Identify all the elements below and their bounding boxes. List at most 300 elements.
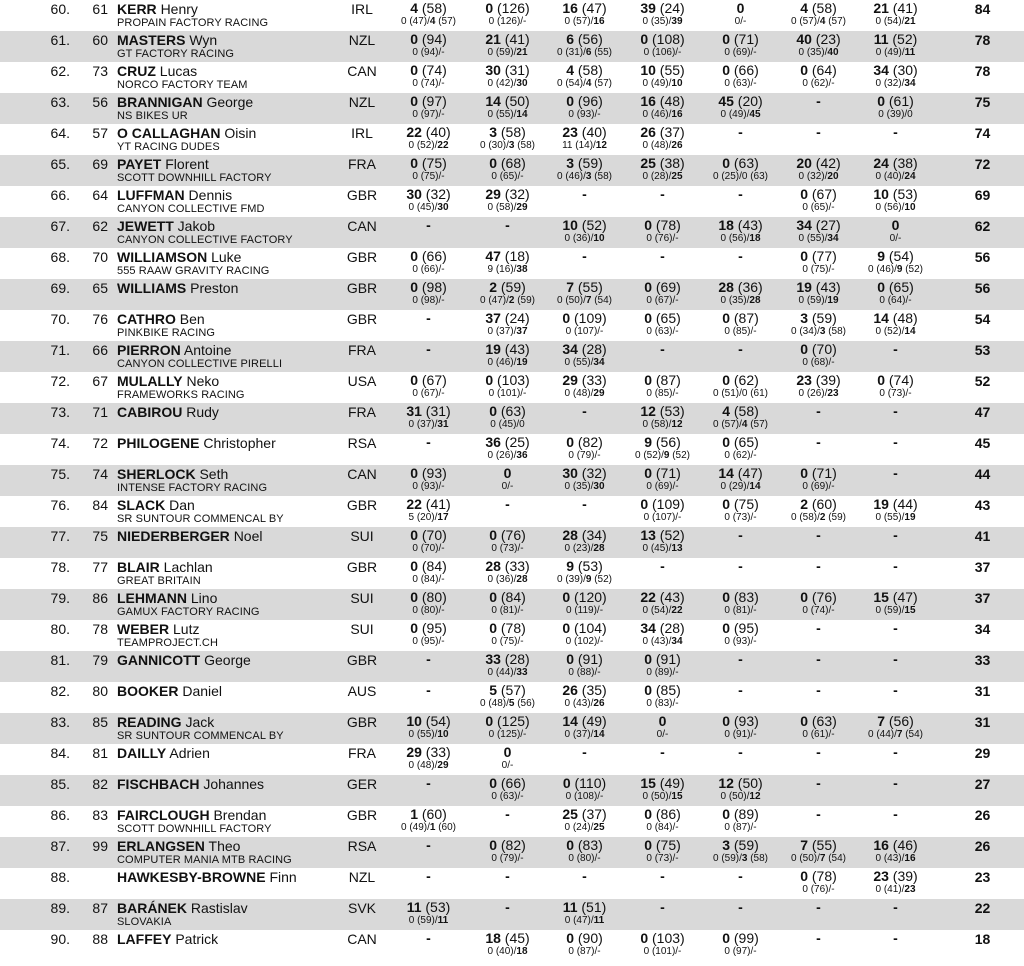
rank: 88.	[50, 869, 70, 885]
race-result	[620, 248, 705, 264]
race-points	[698, 372, 783, 388]
race-points-value: 0	[800, 589, 808, 605]
race-split	[853, 512, 938, 524]
race-points-value: 14	[562, 713, 578, 729]
race-result	[386, 186, 471, 214]
rider-last-name: GANNICOTT	[117, 652, 201, 668]
race-split	[620, 543, 705, 555]
race-points-value: -	[582, 403, 587, 419]
race-points	[853, 651, 938, 667]
race-points	[776, 155, 861, 171]
race-position: (65)	[733, 434, 759, 450]
race-result	[465, 558, 550, 586]
race-result	[465, 124, 550, 152]
rank: 90.	[50, 931, 70, 947]
race-points	[465, 155, 550, 171]
final-points: 16	[671, 109, 683, 120]
rank: 67.	[50, 218, 70, 234]
race-position: (41)	[504, 31, 530, 47]
race-split	[542, 295, 627, 307]
table-row	[0, 217, 1024, 248]
table-row	[0, 930, 1024, 961]
race-split	[620, 636, 705, 648]
race-split	[698, 326, 783, 338]
race-split	[542, 357, 627, 369]
race-result	[465, 775, 550, 803]
race-points-value: -	[893, 775, 898, 791]
race-points	[698, 620, 783, 636]
race-result	[386, 558, 471, 586]
final-position: (58)	[828, 326, 847, 337]
semi-position: (28)/	[650, 171, 672, 182]
semi-points: 0	[646, 667, 652, 678]
semi-position: (70)/-	[420, 543, 445, 554]
race-points-value: -	[582, 496, 587, 512]
semi-points: 0	[790, 512, 797, 523]
race-points-value: 34	[640, 620, 656, 636]
race-position: (110)	[574, 775, 607, 791]
rider-first-name: Daniel	[182, 683, 223, 699]
race-position: (53)	[892, 186, 918, 202]
final-position: (56)	[517, 698, 536, 709]
race-result	[853, 651, 938, 667]
race-split	[853, 853, 938, 865]
race-points	[542, 310, 627, 326]
race-points-value: 0	[410, 465, 418, 481]
semi-position: (69)/-	[810, 481, 835, 492]
semi-points: 0/-	[501, 481, 514, 492]
race-points	[386, 62, 471, 78]
race-points	[465, 620, 550, 636]
race-result	[542, 0, 627, 28]
race-points	[542, 341, 627, 357]
race-points-value: 22	[406, 496, 422, 512]
race-result	[465, 279, 550, 307]
race-points-value: -	[660, 341, 665, 357]
final-points: 34	[904, 78, 916, 89]
race-position: (70)	[811, 341, 837, 357]
race-points	[386, 837, 471, 853]
race-position: (120)	[574, 589, 607, 605]
race-points-value: 0	[410, 527, 418, 543]
race-points	[776, 124, 861, 140]
race-result	[776, 465, 861, 493]
rider-name	[117, 869, 297, 885]
race-points	[698, 62, 783, 78]
final-position: (59)	[828, 512, 847, 523]
rider-first-name: Johannes	[203, 776, 265, 792]
race-result	[386, 682, 471, 698]
semi-position: (88)/-	[576, 667, 601, 678]
race-split	[386, 109, 471, 121]
race-points	[465, 124, 550, 140]
race-split	[853, 264, 938, 276]
race-split	[542, 233, 627, 245]
bib-number: 56	[92, 94, 108, 110]
race-points	[698, 496, 783, 512]
race-points	[386, 186, 471, 202]
race-points-value: 1	[410, 806, 418, 822]
semi-points: 0	[642, 605, 649, 616]
nationality: FRA	[348, 404, 376, 420]
semi-position: (31)/	[565, 47, 586, 58]
race-position: (56)	[655, 434, 681, 450]
rider-last-name: WILLIAMS	[117, 280, 187, 296]
race-position: (54)	[888, 248, 914, 264]
race-points-value: 0	[722, 155, 730, 171]
semi-points: 0	[412, 109, 418, 120]
race-result	[620, 124, 705, 152]
race-split	[542, 171, 627, 183]
rank: 83.	[50, 714, 70, 730]
race-points	[776, 310, 861, 326]
race-position: (95)	[421, 620, 447, 636]
rank: 63.	[50, 94, 70, 110]
race-result	[386, 744, 471, 772]
race-result	[620, 620, 705, 648]
race-position: (90)	[577, 930, 603, 946]
race-points	[465, 217, 550, 233]
rank: 71.	[50, 342, 70, 358]
race-position: (76)	[811, 589, 837, 605]
semi-position: (67)/-	[654, 295, 679, 306]
race-position: (63)	[500, 403, 526, 419]
race-points-value: 11	[406, 899, 422, 915]
race-points-value: -	[660, 868, 665, 884]
semi-points: 0	[642, 543, 649, 554]
rider-last-name: WEBER	[117, 621, 170, 637]
race-position: (61)	[888, 93, 914, 109]
race-split	[620, 16, 705, 28]
race-split	[542, 16, 627, 28]
bib-number: 99	[92, 838, 108, 854]
final-points: 16	[593, 16, 605, 27]
final-points: 1	[429, 822, 436, 833]
race-position: (75)	[733, 496, 759, 512]
semi-points: 0	[720, 109, 727, 120]
race-result	[620, 155, 705, 183]
race-points-value: 0	[503, 465, 512, 481]
semi-position: (56)/	[728, 233, 750, 244]
race-result	[620, 310, 705, 338]
race-result	[620, 465, 705, 493]
race-result	[386, 620, 471, 648]
race-result	[698, 496, 783, 524]
race-points-value: -	[816, 124, 821, 140]
table-row	[0, 434, 1024, 465]
race-points-value: 0	[489, 527, 497, 543]
race-position: (67)	[421, 372, 447, 388]
race-result	[853, 279, 938, 307]
race-result	[853, 310, 938, 338]
race-points	[465, 837, 550, 853]
race-points-value: 37	[485, 310, 501, 326]
semi-points: 0	[568, 946, 574, 957]
race-points-value: 34	[873, 62, 889, 78]
semi-position: (48)/	[416, 760, 438, 771]
semi-points: 0	[646, 233, 652, 244]
total-points: 29	[974, 745, 991, 761]
rider-first-name: Antoine	[183, 342, 232, 358]
race-points	[542, 651, 627, 667]
race-points-value: 0	[489, 775, 497, 791]
race-position: (74)	[888, 372, 914, 388]
race-points	[698, 248, 783, 264]
race-result	[465, 651, 550, 679]
race-result	[776, 899, 861, 915]
race-points-value: 0	[489, 403, 497, 419]
race-split	[698, 636, 783, 648]
final-points: 14	[904, 326, 916, 337]
race-split	[698, 481, 783, 493]
race-result	[853, 93, 938, 121]
race-position: (84)	[500, 589, 526, 605]
race-position: (95)	[733, 620, 759, 636]
semi-points: 0	[724, 822, 730, 833]
race-position: (39)	[815, 372, 841, 388]
race-points-value: 16	[640, 93, 656, 109]
semi-position: (32)/	[806, 171, 828, 182]
total-points: 26	[974, 807, 991, 823]
race-position: (32)	[504, 186, 530, 202]
race-result	[386, 651, 471, 667]
semi-points: 0	[412, 574, 418, 585]
race-points	[386, 434, 471, 450]
race-split	[465, 667, 550, 679]
rider-first-name: Florent	[165, 156, 209, 172]
race-points-value: 0	[410, 62, 418, 78]
semi-position: (35)/	[572, 481, 594, 492]
race-points	[620, 31, 705, 47]
rider-first-name: Lachlan	[163, 559, 213, 575]
semi-position: (37)/	[572, 729, 594, 740]
race-result	[776, 31, 861, 59]
race-position: (58)	[500, 124, 526, 140]
race-result	[620, 589, 705, 617]
race-split	[698, 109, 783, 121]
rider-last-name: MULALLY	[117, 373, 183, 389]
race-points	[620, 93, 705, 109]
race-points	[542, 124, 627, 140]
race-result	[698, 372, 783, 400]
total-points: 45	[974, 435, 991, 451]
race-points-value: -	[738, 186, 743, 202]
semi-points: 0	[646, 388, 652, 399]
rider-first-name: Lucas	[159, 63, 198, 79]
race-split	[698, 512, 783, 524]
rank: 74.	[50, 435, 70, 451]
total-points: 56	[974, 249, 991, 265]
final-points: 3	[585, 171, 592, 182]
race-position: (67)	[811, 186, 837, 202]
race-position: (82)	[577, 434, 603, 450]
bib-number: 57	[92, 125, 108, 141]
bib-number: 62	[92, 218, 108, 234]
race-split	[386, 47, 471, 59]
race-points	[853, 186, 938, 202]
semi-position: (25)/0	[721, 171, 748, 182]
total-points: 54	[974, 311, 991, 327]
final-points: 6	[585, 47, 592, 58]
race-position: (78)	[500, 620, 526, 636]
rider-name	[117, 94, 253, 110]
race-position: (38)	[892, 155, 918, 171]
race-result	[620, 372, 705, 400]
race-points-value: 19	[485, 341, 501, 357]
race-points-value: 0	[410, 558, 418, 574]
semi-position: (14)/	[575, 140, 596, 151]
bib-number: 78	[92, 621, 108, 637]
rider-first-name: George	[204, 652, 251, 668]
semi-points: 0	[646, 481, 652, 492]
bib-number: 71	[92, 404, 108, 420]
semi-position: (36)/	[495, 574, 517, 585]
nationality: CAN	[347, 218, 377, 234]
race-result	[542, 682, 627, 710]
race-result	[853, 0, 938, 28]
race-split	[465, 605, 550, 617]
race-result	[542, 620, 627, 648]
rank: 62.	[50, 63, 70, 79]
total-points: 78	[974, 63, 991, 79]
race-points-value: 10	[562, 217, 578, 233]
race-points	[386, 806, 471, 822]
race-result	[776, 837, 861, 865]
semi-points: 0	[642, 171, 649, 182]
final-points: 15	[671, 791, 683, 802]
rank: 87.	[50, 838, 70, 854]
race-result	[853, 155, 938, 183]
race-position: (71)	[811, 465, 837, 481]
nationality: SUI	[350, 590, 374, 606]
race-position: (31)	[504, 62, 530, 78]
total-points: 33	[974, 652, 991, 668]
race-result	[698, 31, 783, 59]
semi-position: (56)/	[883, 202, 905, 213]
race-result	[698, 868, 783, 884]
race-result	[853, 217, 938, 245]
race-points-value: -	[582, 248, 587, 264]
race-split	[386, 202, 471, 214]
race-points-value: 0	[562, 775, 571, 791]
race-result	[853, 589, 938, 617]
race-result	[776, 806, 861, 822]
semi-position: (59)/	[883, 605, 905, 616]
semi-points: 0	[879, 295, 885, 306]
semi-points: 0	[487, 78, 494, 89]
semi-position: (55)/	[572, 357, 594, 368]
race-result	[620, 217, 705, 245]
race-points-value: 23	[562, 124, 578, 140]
table-row	[0, 558, 1024, 589]
race-points	[620, 744, 705, 760]
race-points	[776, 434, 861, 450]
race-points	[465, 930, 550, 946]
final-position: (58)	[517, 140, 536, 151]
race-result	[542, 558, 627, 586]
race-result	[465, 93, 550, 121]
race-result	[386, 837, 471, 853]
race-position: (37)	[659, 124, 685, 140]
race-result	[776, 589, 861, 617]
semi-points: 0	[556, 295, 563, 306]
semi-position: (52)/	[883, 326, 905, 337]
final-points: 12	[595, 140, 607, 151]
bib-number: 79	[92, 652, 108, 668]
race-split	[776, 512, 861, 524]
final-points: 14	[516, 109, 528, 120]
race-result	[542, 186, 627, 202]
race-result	[698, 341, 783, 357]
race-points-value: 0	[877, 372, 885, 388]
race-points-value: -	[505, 868, 510, 884]
rider-first-name: Rastislav	[190, 900, 248, 916]
rider-last-name: PIERRON	[117, 342, 181, 358]
race-position: (49)	[581, 713, 607, 729]
race-split	[465, 946, 550, 958]
race-points	[776, 775, 861, 791]
semi-position: (59)/	[417, 915, 438, 926]
race-position: (27)	[815, 217, 841, 233]
semi-position: (75)/-	[420, 171, 445, 182]
race-points-value: 29	[485, 186, 501, 202]
rider-first-name: Brendan	[213, 807, 267, 823]
rider-name	[117, 156, 209, 172]
race-points	[386, 651, 471, 667]
race-position: (59)	[577, 155, 603, 171]
semi-points: 0	[487, 326, 494, 337]
race-result	[620, 930, 705, 958]
rider-name	[117, 931, 218, 947]
race-points	[386, 403, 471, 419]
race-points	[776, 217, 861, 233]
nationality: GER	[346, 776, 378, 792]
race-result	[853, 930, 938, 946]
race-points-value: 6	[566, 31, 574, 47]
table-row	[0, 124, 1024, 155]
rider-last-name: CRUZ	[117, 63, 156, 79]
final-points: 21	[904, 16, 916, 27]
race-points	[620, 558, 705, 574]
race-points	[776, 837, 861, 853]
race-points	[465, 62, 550, 78]
race-points	[776, 496, 861, 512]
race-points-value: 0	[485, 713, 494, 729]
race-points	[853, 620, 938, 636]
semi-points: 0	[642, 791, 649, 802]
race-points	[698, 186, 783, 202]
team-name: CANYON COLLECTIVE FMD	[117, 203, 265, 215]
race-split	[465, 791, 550, 803]
race-points-value: 0	[566, 930, 574, 946]
race-result	[698, 620, 783, 648]
race-points	[542, 62, 627, 78]
rank: 61.	[50, 32, 70, 48]
race-points	[620, 620, 705, 636]
race-result	[542, 930, 627, 958]
race-split	[698, 791, 783, 803]
rider-last-name: ERLANGSEN	[117, 838, 205, 854]
race-result	[465, 186, 550, 214]
semi-points: 9	[487, 264, 494, 275]
final-points: 23	[827, 388, 839, 399]
race-position: (56)	[888, 713, 914, 729]
nationality: RSA	[347, 838, 377, 854]
race-result	[776, 341, 861, 369]
race-position: (36)	[737, 279, 763, 295]
race-split	[542, 450, 627, 462]
final-points: 28	[593, 543, 605, 554]
